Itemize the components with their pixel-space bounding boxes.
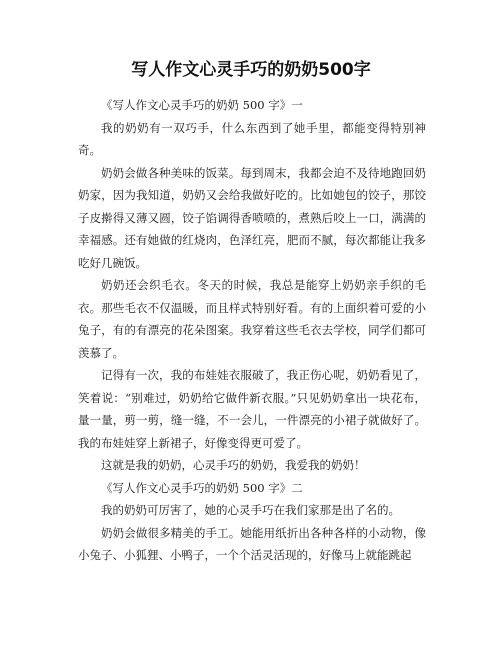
paragraph: 奶奶会做很多精美的手工。她能用纸折出各种各样的小动物，像小兔子、小狐狸、小鸭子，一个个活灵活现的，好像马上就能跳起 — [78, 525, 426, 562]
paragraph: 奶奶还会织毛衣。冬天的时候，我总是能穿上奶奶亲手织的毛衣。那些毛衣不仅温暖，而且样式特别好看。有的上面织着可爱的小兔子，有的有漂亮的花朵图案。我穿着这些毛衣去学校，同学们都可羡慕了。 — [78, 278, 426, 360]
paragraph: 奶奶会做各种美味的饭菜。每到周末，我都会迫不及待地跑回奶奶家，因为我知道，奶奶又会给我做好吃的。比如她包的饺子，那饺子皮擀得又薄又圆，饺子馅调得香喷喷的，煮熟后咬上一口，满满的幸福感。还有她做的红烧肉，色泽红亮，肥而不腻，每次都能让我多吃好几碗饭。 — [78, 165, 426, 270]
paragraph-heading-2: 《写人作文心灵手巧的奶奶 500 字》二 — [101, 480, 303, 495]
document-title: 写人作文心灵手巧的奶奶500字 — [131, 60, 371, 80]
paragraph-heading-1: 《写人作文心灵手巧的奶奶 500 字》一 — [101, 98, 303, 112]
paragraph: 这就是我的奶奶，心灵手巧的奶奶，我爱我的奶奶！ — [101, 458, 366, 472]
paragraph: 记得有一次，我的布娃娃衣服破了，我正伤心呢，奶奶看见了，笑着说：“别难过，奶奶给它做件新衣服。”只见奶奶拿出一块花布，量一量，剪一剪，缝一缝，不一会儿，一件漂亮的小裙子就做好了。我的布娃娃穿上新裙子，好像变得更可爱了。 — [78, 368, 426, 450]
document-body — [78, 94, 426, 567]
paragraph: 我的奶奶可厉害了，她的心灵手巧在我们家那是出了名的。 — [101, 503, 400, 517]
paragraph: 我的奶奶有一双巧手，什么东西到了她手里，都能变得特别神奇。 — [78, 120, 426, 157]
